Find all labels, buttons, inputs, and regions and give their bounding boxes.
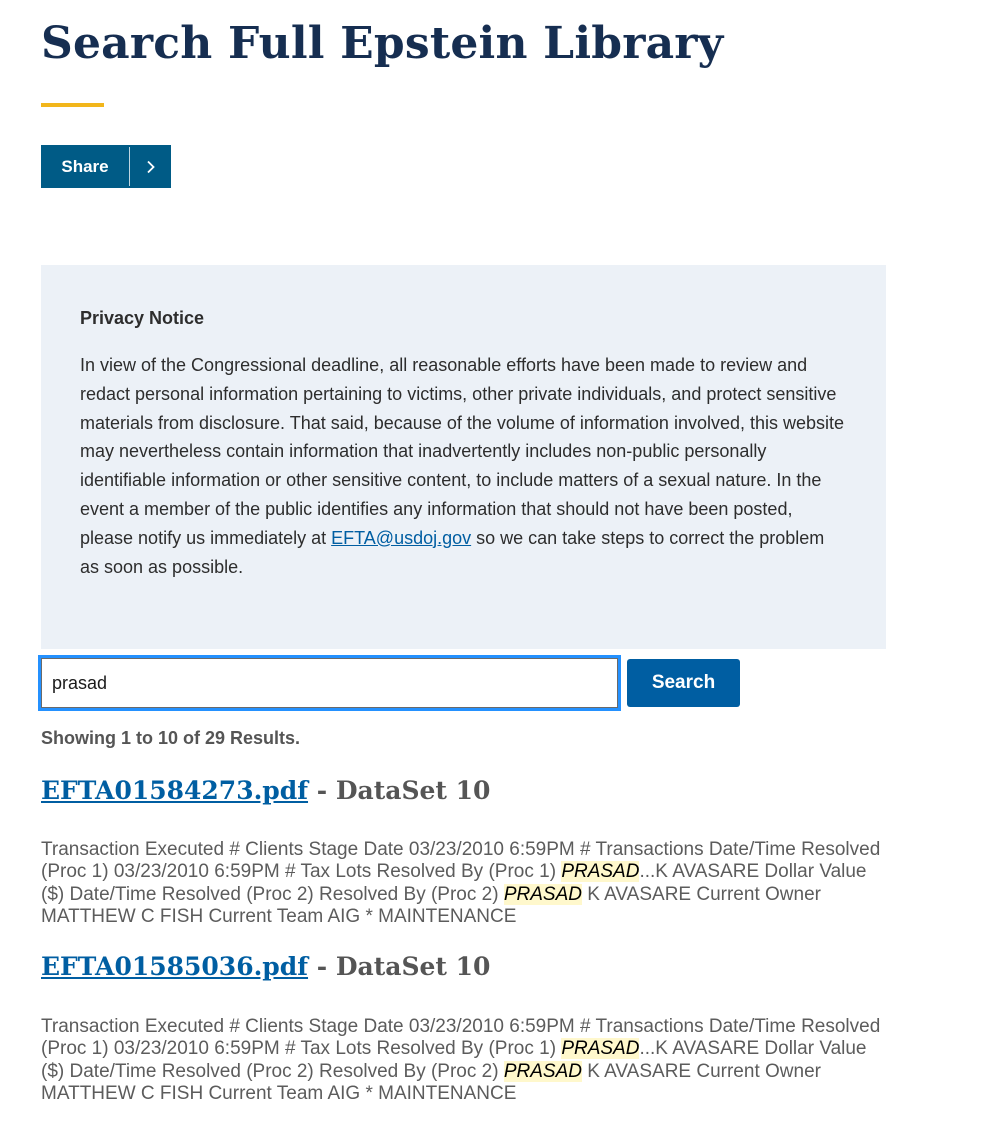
search-input[interactable] [41, 658, 618, 708]
snippet-text: K AVASARE Current Owner MATTHEW C FISH Current Team AIG * MAINTENANCE [41, 1060, 821, 1105]
email-link[interactable]: EFTA@usdoj.gov [331, 527, 472, 548]
search-match-highlight: PRASAD [503, 1060, 582, 1082]
result-item [41, 775, 891, 929]
result-file-link[interactable]: EFTA01585036.pdf [41, 952, 309, 981]
snippet-text: Transaction Executed # Clients Stage Date 03/23/2010 6:59PM # Transactions Date/Time Resolved (Proc 1) 03/23/2010 6:59PM # Tax Lots Resolved By (Proc 1) [41, 1016, 881, 1060]
search-match-highlight: PRASAD [561, 861, 640, 883]
snippet-text: ...K AVASARE Dollar Value ($) Date/Time Resolved (Proc 2) Resolved By (Proc 2) [41, 861, 867, 905]
result-snippet [41, 1016, 891, 1106]
snippet-text: K AVASARE Current Owner MATTHEW C FISH Current Team AIG * MAINTENANCE [41, 883, 821, 928]
privacy-notice-title: Privacy Notice [80, 308, 205, 328]
share-button-label: Share [61, 156, 109, 176]
snippet-text: ...K AVASARE Dollar Value ($) Date/Time Resolved (Proc 2) Resolved By (Proc 2) [41, 1038, 867, 1082]
privacy-notice [41, 265, 886, 649]
result-dataset: - DataSet 10 [308, 776, 491, 805]
share-divider [129, 147, 130, 186]
privacy-notice-body [80, 351, 847, 581]
result-dataset: - DataSet 10 [308, 952, 491, 981]
result-file-link[interactable]: EFTA01584273.pdf [41, 776, 309, 805]
page-title: Search Full Epstein Library [41, 18, 724, 69]
share-button[interactable] [41, 145, 171, 188]
title-accent-rule [41, 103, 104, 107]
result-item [41, 951, 891, 1106]
result-snippet [41, 839, 891, 929]
privacy-notice-text-end: so we can take steps to correct the problem as soon as possible. [80, 527, 825, 577]
search-button[interactable]: Search [627, 659, 740, 707]
search-match-highlight: PRASAD [561, 1038, 640, 1060]
results-summary: Showing 1 to 10 of 29 Results. [41, 728, 301, 748]
result-heading [41, 775, 891, 807]
chevron-right-icon [130, 145, 171, 188]
search-match-highlight: PRASAD [503, 883, 582, 905]
snippet-text: Transaction Executed # Clients Stage Date 03/23/2010 6:59PM # Transactions Date/Time Resolved (Proc 1) 03/23/2010 6:59PM # Tax Lots Resolved By (Proc 1) [41, 839, 881, 883]
privacy-notice-text: In view of the Congressional deadline, all reasonable efforts have been made to review and redact personal information pertaining to victims, other private individuals, and protect sensitive materials from disclosure. That said, because of the volume of information involved, this website may nevertheless contain information that inadvertently includes non-public personally identifiable information or other sensitive content, to include matters of a sexual nature. In the event a member of the public identifies any information that should not have been posted, please notify us immediately at [80, 355, 845, 548]
result-heading [41, 951, 891, 983]
